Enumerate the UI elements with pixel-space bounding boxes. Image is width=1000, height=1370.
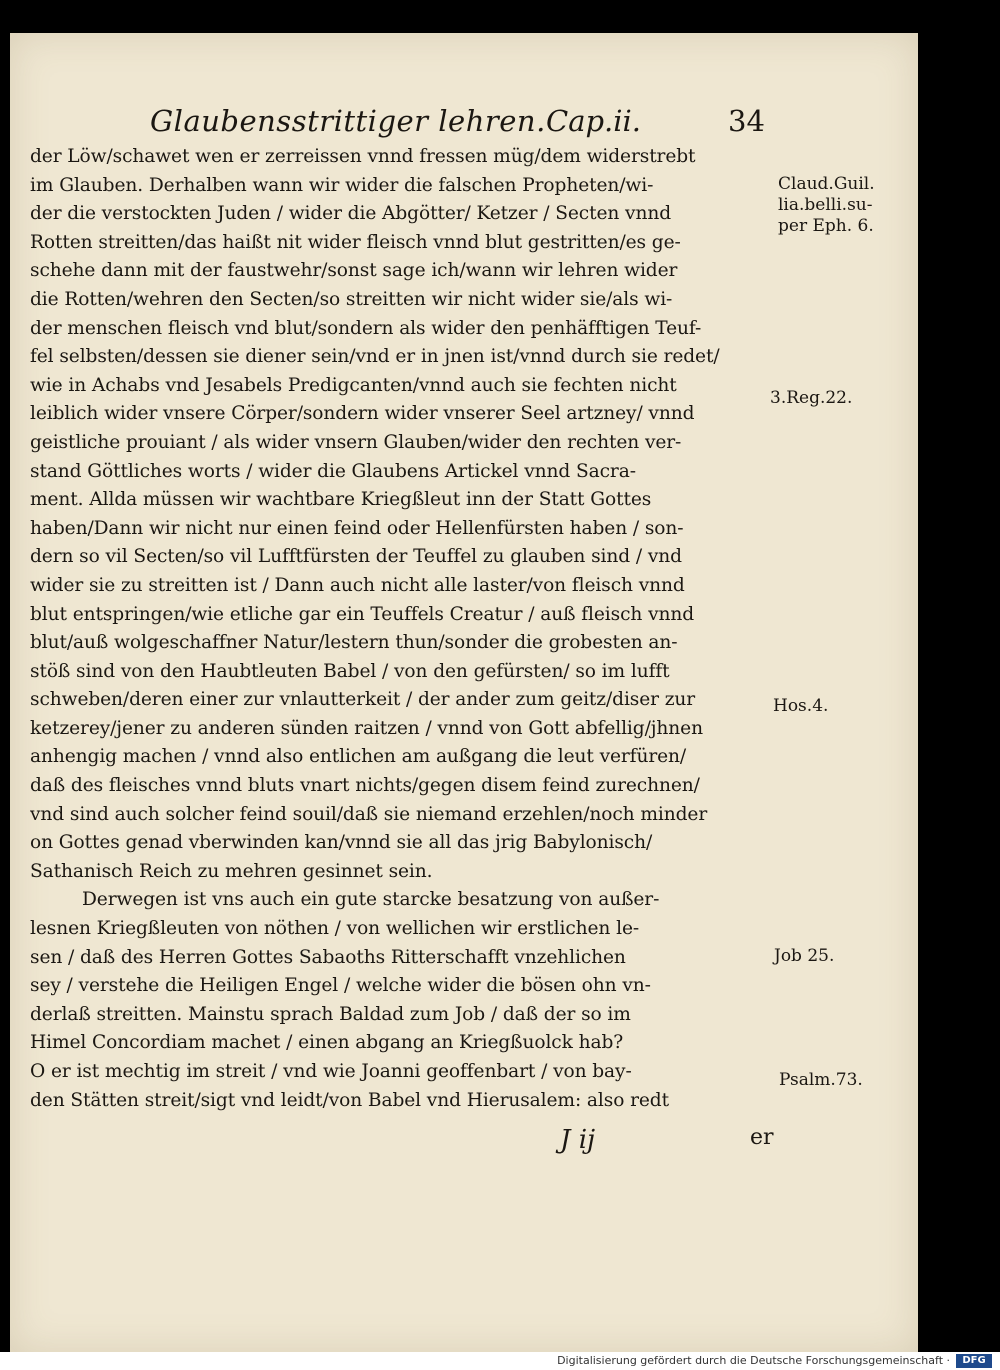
text-line: ment. Allda müssen wir wachtbare Kriegßleut inn der Statt Gottes xyxy=(30,489,652,511)
text-line: anhengig machen / vnnd also entlichen am außgang die leut verfüren/ xyxy=(30,746,687,768)
margin-note-psalm-73 xyxy=(779,1070,863,1091)
body-text xyxy=(30,143,775,1115)
text-line: blut/auß wolgeschaffner Natur/lestern thun/sonder die grobesten an- xyxy=(30,632,678,654)
signature-mark: J ij xyxy=(560,1125,596,1155)
text-line: schweben/deren einer zur vnlautterkeit / der ander zum geitz/diser zur xyxy=(30,689,696,711)
margin-note-3-reg-22 xyxy=(770,388,852,409)
text-line: fel selbsten/dessen sie diener sein/vnd er in jnen ist/vnnd durch sie redet/ xyxy=(30,346,720,368)
text-line: Derwegen ist vns auch ein gute starcke besatzung von außer- xyxy=(82,889,660,911)
text-line: der Löw/schawet wen er zerreissen vnnd fressen müg/dem widerstrebt xyxy=(30,146,696,167)
running-head-title: Glaubensstrittiger lehren. xyxy=(150,104,546,138)
margin-note-job-25 xyxy=(774,946,834,967)
text-line: der die verstockten Juden / wider die Abgötter/ Ketzer / Secten vnnd xyxy=(30,203,671,225)
text-line: on Gottes genad vberwinden kan/vnnd sie all das jrig Babylonisch/ xyxy=(30,832,653,854)
text-line: Rotten streitten/das haißt nit wider fleisch vnnd blut gestritten/es ge- xyxy=(30,231,681,253)
text-line: leiblich wider vnsere Cörper/sondern wider vnserer Seel artzney/ vnnd xyxy=(30,403,695,425)
text-line: Himel Concordiam machet / einen abgang an Kriegßuolck hab? xyxy=(30,1032,624,1054)
text-line: sey / verstehe die Heiligen Engel / welche wider die bösen ohn vn- xyxy=(30,975,651,997)
dfg-logo: DFG xyxy=(956,1354,992,1368)
text-line: stand Göttliches worts / wider die Glaubens Artickel vnnd Sacra- xyxy=(30,460,636,482)
margin-note-line: Psalm.73. xyxy=(779,1070,863,1090)
text-line: sen / daß des Herren Gottes Sabaoths Ritterschafft vnzehlichen xyxy=(30,946,626,968)
catchword: er xyxy=(750,1125,774,1150)
margin-note-line: 3.Reg.22. xyxy=(770,388,853,408)
text-line: im Glauben. Derhalben wann wir wider die falschen Propheten/wi- xyxy=(30,174,654,196)
text-line: der menschen fleisch vnd blut/sondern als wider den penhäfftigen Teuf- xyxy=(30,317,702,339)
margin-note-line: Job 25. xyxy=(774,946,835,966)
margin-note-line: lia.belli.su- xyxy=(778,195,873,215)
text-line: derlaß streitten. Mainstu sprach Baldad zum Job / daß der so im xyxy=(30,1003,631,1025)
text-line: stöß sind von den Haubtleuten Babel / von den gefürsten/ so im lufft xyxy=(30,660,670,682)
text-line: Sathanisch Reich zu mehren gesinnet sein. xyxy=(30,860,433,882)
text-line: wider sie zu streitten ist / Dann auch nicht alle laster/von fleisch vnnd xyxy=(30,574,685,596)
text-line: O er ist mechtig im streit / vnd wie Joanni geoffenbart / von bay- xyxy=(30,1061,632,1082)
text-line: wie in Achabs vnd Jesabels Predigcanten/vnnd auch sie fechten nicht xyxy=(30,374,677,396)
text-line: geistliche prouiant / als wider vnsern Glauben/wider den rechten ver- xyxy=(30,431,682,453)
margin-note-claud-guil xyxy=(778,174,875,237)
margin-note-line: Claud.Guil. xyxy=(778,174,875,194)
text-line: haben/Dann wir nicht nur einen feind oder Hellenfürsten haben / son- xyxy=(30,517,684,539)
funding-credit: Digitalisierung gefördert durch die Deutsche Forschungsgemeinschaft · xyxy=(557,1354,950,1367)
text-line: die Rotten/wehren den Secten/so streitten wir nicht wider sie/als wi- xyxy=(30,288,673,310)
margin-note-hos-4 xyxy=(773,696,828,717)
margin-note-line: per Eph. 6. xyxy=(778,216,874,236)
text-line: lesnen Kriegßleuten von nöthen / von wellichen wir erstlichen le- xyxy=(30,918,640,940)
text-line: schehe dann mit der faustwehr/sonst sage ich/wann wir lehren wider xyxy=(30,260,678,282)
text-line: blut entspringen/wie etliche gar ein Teuffels Creatur / auß fleisch vnnd xyxy=(30,603,695,625)
page-number: 34 xyxy=(728,104,765,138)
text-line: vnd sind auch solcher feind souil/daß sie niemand erzehlen/noch minder xyxy=(30,803,708,825)
text-line: daß des fleisches vnnd bluts vnart nichts/gegen disem feind zurechnen/ xyxy=(30,775,700,797)
margin-note-line: Hos.4. xyxy=(773,696,829,716)
footer-bar xyxy=(0,1352,1000,1370)
text-line: ketzerey/jener zu anderen sünden raitzen / vnnd von Gott abfellig/jhnen xyxy=(30,717,703,739)
text-line: den Stätten streit/sigt vnd leidt/von Babel vnd Hierusalem: also redt xyxy=(30,1089,669,1111)
running-head-chapter: Cap.ii. xyxy=(546,104,642,138)
text-line: dern so vil Secten/so vil Lufftfürsten der Teuffel zu glauben sind / vnd xyxy=(30,546,682,568)
